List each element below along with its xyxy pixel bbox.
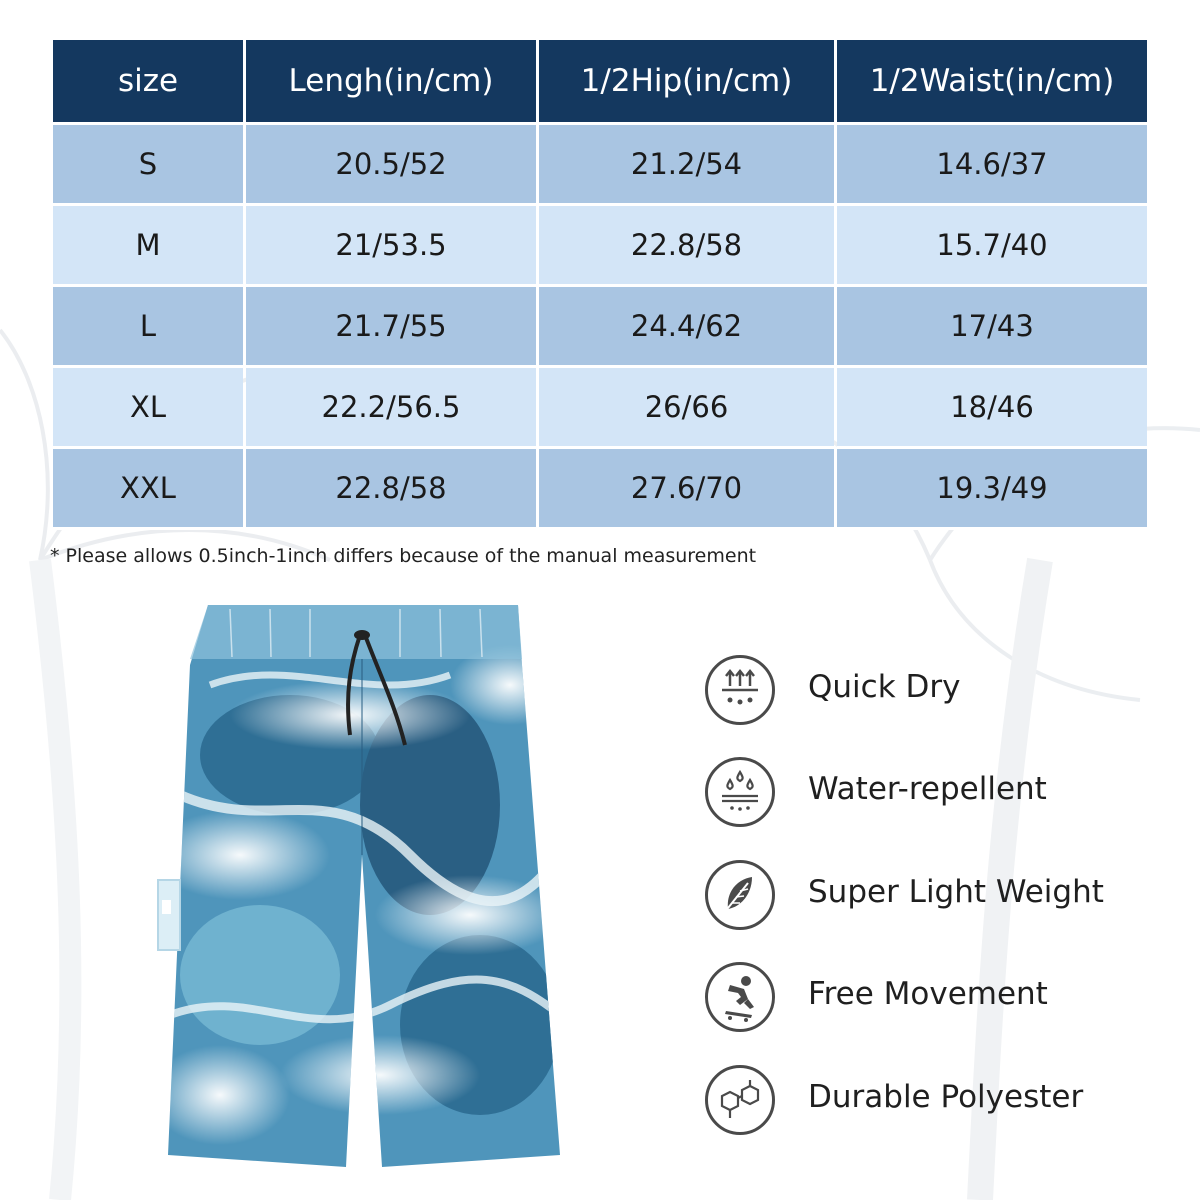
size-cell: XL bbox=[53, 368, 243, 449]
hip-cell: 21.2/54 bbox=[539, 125, 834, 206]
size-cell: XXL bbox=[53, 449, 243, 530]
table-row bbox=[53, 125, 1147, 206]
hip-cell: 27.6/70 bbox=[539, 449, 834, 530]
water-repellent-icon bbox=[705, 757, 775, 827]
waist-cell: 15.7/40 bbox=[837, 206, 1147, 287]
size-cell: S bbox=[53, 125, 243, 206]
waist-cell: 17/43 bbox=[837, 287, 1147, 368]
feature-label: Free Movement bbox=[808, 976, 1048, 1012]
hip-cell: 26/66 bbox=[539, 368, 834, 449]
feature-label: Durable Polyester bbox=[808, 1079, 1084, 1115]
feather-icon bbox=[705, 860, 775, 930]
board-shorts-image bbox=[150, 595, 570, 1170]
size-chart-header-row bbox=[53, 40, 1147, 125]
feature-free-movement bbox=[705, 962, 1175, 1042]
size-cell: M bbox=[53, 206, 243, 287]
hip-cell: 24.4/62 bbox=[539, 287, 834, 368]
length-cell: 21.7/55 bbox=[246, 287, 536, 368]
waist-cell: 19.3/49 bbox=[837, 449, 1147, 530]
table-row bbox=[53, 368, 1147, 449]
feature-label: Super Light Weight bbox=[808, 874, 1104, 910]
size-cell: L bbox=[53, 287, 243, 368]
table-row bbox=[53, 287, 1147, 368]
table-row bbox=[53, 206, 1147, 287]
header-length: Lengh(in/cm) bbox=[246, 40, 536, 125]
length-cell: 22.8/58 bbox=[246, 449, 536, 530]
header-half-hip: 1/2Hip(in/cm) bbox=[539, 40, 834, 125]
feature-water-repellent bbox=[705, 757, 1175, 837]
header-size: size bbox=[53, 40, 243, 125]
skater-icon bbox=[705, 962, 775, 1032]
size-chart-table bbox=[50, 40, 1150, 530]
hip-cell: 22.8/58 bbox=[539, 206, 834, 287]
table-row bbox=[53, 449, 1147, 530]
quick-dry-icon bbox=[705, 655, 775, 725]
length-cell: 20.5/52 bbox=[246, 125, 536, 206]
feature-quick-dry bbox=[705, 655, 1175, 735]
feature-label: Water-repellent bbox=[808, 771, 1047, 807]
waist-cell: 14.6/37 bbox=[837, 125, 1147, 206]
measurement-note: * Please allows 0.5inch-1inch differs because of the manual measurement bbox=[50, 545, 757, 567]
waist-cell: 18/46 bbox=[837, 368, 1147, 449]
header-half-waist: 1/2Waist(in/cm) bbox=[837, 40, 1147, 125]
molecule-icon bbox=[705, 1065, 775, 1135]
feature-durable-polyester bbox=[705, 1065, 1175, 1145]
length-cell: 21/53.5 bbox=[246, 206, 536, 287]
feature-label: Quick Dry bbox=[808, 669, 961, 705]
length-cell: 22.2/56.5 bbox=[246, 368, 536, 449]
feature-light-weight bbox=[705, 860, 1175, 940]
